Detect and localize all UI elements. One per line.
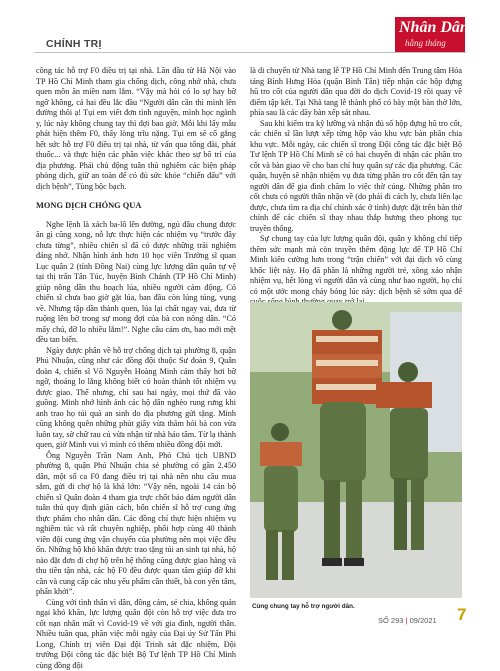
issue-number: SỐ 293 xyxy=(378,616,403,625)
paragraph: Ông Nguyễn Trần Nam Anh, Phó Chủ tịch UBND phường 8, quận Phú Nhuận chia sẻ phường có gần 2.450 dân, một số ca F0 đang điều trị tại nhà nên nhu cầu mua sắm, gửi đi chợ hộ là khá lớn: “Vậy nên, ngoài 14 cán bộ chiến sĩ Quân đoàn 4 tham gia trực chốt bảo đảm người dân tuân thủ quy định giãn cách, bốn chiến sĩ hỗ trợ cung ứng thực phẩm cho nhân dân. Các đồng chí thực hiện nhiệm vụ nghiêm túc và rất chuyên nghiệp, phối hợp cùng 40 thành viên đội cung ứng vận chuyển của phường nên mọi việc đều ổn. Những hộ khó khăn được trao tặng túi an sinh tại nhà, hộ nào đặt đơn đi chợ hộ trên hệ thống cũng được giao hàng và thu tiền tận nhà, các hộ F0 đều được quan tâm giúp đỡ khi cần và cung cấp các nhu yếu phẩm cần thiết, bà con yên tâm, phấn khởi”. xyxy=(36,451,236,598)
issue-info xyxy=(378,616,437,625)
article-column-left xyxy=(36,66,236,671)
paragraph: Nghe lệnh là xách ba-lô lên đường, ngủ đâu chung được ăn gì cũng xong, nỗ lực thực hiện các nhiệm vụ “trước đây chưa từng”, nhiều chiến sĩ đã có được những trải nghiệm đáng nhớ. Nhận hình ảnh hơn 10 học viên Trường sĩ quan Lục quân 2 (tỉnh Đồng Nai) cùng lực lượng dân quân tự vệ tại thị trấn Tân Túc, huyện Bình Chánh (TP Hồ Chí Minh) giúp nông dân thu hoạch lúa, nhiều người cảm động. Có chiến sĩ chưa bao giờ gặt lúa, ban đầu còn lúng túng, vụng về. Nhưng tập dần thành quen, lúa lại chất ngay vai, đưa từ ruộng lên bờ trong sự mong đợi của bà con nông dân. “Có mấy chú, đỡ lo nhiều lắm!”. Nghe câu cảm ơn, bao mới mệt đều tan biến. xyxy=(36,220,236,346)
soldiers-carrying-boxes-illustration xyxy=(250,302,462,598)
section-label: CHÍNH TRỊ xyxy=(46,38,102,50)
paragraph: Cùng với tình thân vì dân, đồng cảm, sẻ chia, không quản ngại khó khăn, lực lượng quân đội còn hỗ trợ việc đưa tro cốt nạn nhân mất vì Covid-19 về với gia đình, người thân. Nhiều tuần qua, phần việc mỗi ngày của Đại úy Sử Tấn Phi Long, Chính trị viên Đại đội Trinh sát đặc nhiệm, Đội trưởng Đội công tác đặc biệt Bộ Tư lệnh TP Hồ Chí Minh cùng đồng đội xyxy=(36,598,236,671)
paragraph: Sự chung tay của lực lượng quân đội, quân y không chỉ tiếp thêm sức mạnh mà còn truyền thêm động lực để TP Hồ Chí Minh kiên cường hơn trong “trận chiến” với đại dịch vô cùng khốc liệt này. Họ đã phần là những người trẻ, xông xáo nhận nhiệm vụ, hết lòng vì người dân và cùng như bao người, họ chỉ có một ước mong cháy bỏng lúc này: dịch bệnh sẽ sớm qua để xyxy=(250,234,462,308)
newspaper-logo xyxy=(395,17,465,53)
article-photo xyxy=(250,302,462,598)
paragraph: Sau khi kiểm tra kỹ lưỡng và nhận đủ số hộp đựng hũ tro cốt, các chiến sĩ lần lượt xếp từng hộp vào khu vực bàn phân chia khu vực. Mỗi ngày, các chiến sĩ trong Đội công tác đặc biệt Bộ Tư lệnh TP Hồ Chí Minh sẽ có hai chuyến đi nhận các phần tro cốt và bàn giao về cho ban chỉ huy quân sự các địa phương. Các quận, huyện sẽ nhận nhiệm vụ đưa từng phần tro cốt đến tận tay người dân để gia đình chăm lo việc thờ cúng. Những phần tro cốt chưa có người thân nhận về (do phải đi cách ly, chưa liên lạc được, chưa tìm ra địa chỉ chính xác ở tình) được đặt trên bàn thờ chính để các chiến sĩ thay nhau thắp hương theo phong tục truyền thống. xyxy=(250,119,462,235)
issue-date: 09/2021 xyxy=(410,616,437,625)
logo-title: Nhân Dân xyxy=(399,19,469,37)
page-number: 7 xyxy=(457,605,466,625)
photo-caption: Cùng chung tay hỗ trợ người dân. xyxy=(252,603,355,610)
paragraph: là di chuyển từ Nhà tang lễ TP Hồ Chí Minh đến Trung tâm Hỏa táng Bình Hưng Hòa (quận Bình Tân) tiếp nhận các hộp đựng hũ tro cốt của người dân qua đời do dịch Covid-19 rồi quay về điểm tập kết. Tại Nhà tang lễ thành phố có bày một bàn thờ lớn, phía sau là các dãy bàn xếp sát nhau. xyxy=(250,66,462,119)
logo-subtitle: hằng tháng xyxy=(405,38,446,48)
section-heading: MONG DỊCH CHÓNG QUA xyxy=(36,201,236,212)
paragraph: Ngày được phân về hỗ trợ chống dịch tại phường 8, quận Phú Nhuận, cũng như các đồng đội thuộc Sư đoàn 9, Quân đoàn 4, chiến sĩ Võ Nguyễn Hoàng Minh cảm thấy hơi bỡ ngỡ, thoáng lo lắng không biết có hoàn thành tốt nhiệm vụ được giao. Thế nhưng, chỉ sau hai ngày, mọi thứ đã vào guồng. Minh nhớ hình ảnh các hộ dân nghèo rung rưng khi anh trao họ túi quà an sinh do địa phương gửi tặng. Minh cũng không quên những phút giây vừa thăm hỏi bà con vừa luôn tay, sờ chữ rau củ vừa nhận từ nhà hảo tâm. Từ lạ thành quen, giờ Minh vui vì mình có thêm nhiều đồng đội mới. xyxy=(36,346,236,451)
folio-separator: | xyxy=(406,616,408,625)
paragraph: công tác hỗ trợ F0 điều trị tại nhà. Lần đầu từ Hà Nội vào TP Hồ Chí Minh tham gia chống dịch, công nhớ nhà, chưa quen môn ăn miền nam lắm. “Vậy mà hỏi có lo sợ hay bỡ ngỡ không, cả hai đều lắc đầu “Người dân cần thì mình lên đường thôi ạ! Tụi em viết đơn tình nguyện, mình học ngành y, lúc này không chung tay thì đợi bao giờ. Mỗi khi lấy mẫu phát hiện thêm F0, thấy lòng trĩu nặng. Tụi em sẽ cố gắng hết sức hỗ trợ F0 điều trị tại nhà, từ vấn qua tổng đài, phát thuốc... và thực hiện các phần việc khác theo sự bố trí của địa phương. Phải chủ động tuân thủ nghiêm các biện pháp phòng dịch, giữ an toàn để có đủ sức khỏe “chiến đấu” với dịch bệnh”, Tùng bộc bạch. xyxy=(36,66,236,192)
article-column-right xyxy=(250,66,462,308)
header-divider xyxy=(34,52,466,53)
